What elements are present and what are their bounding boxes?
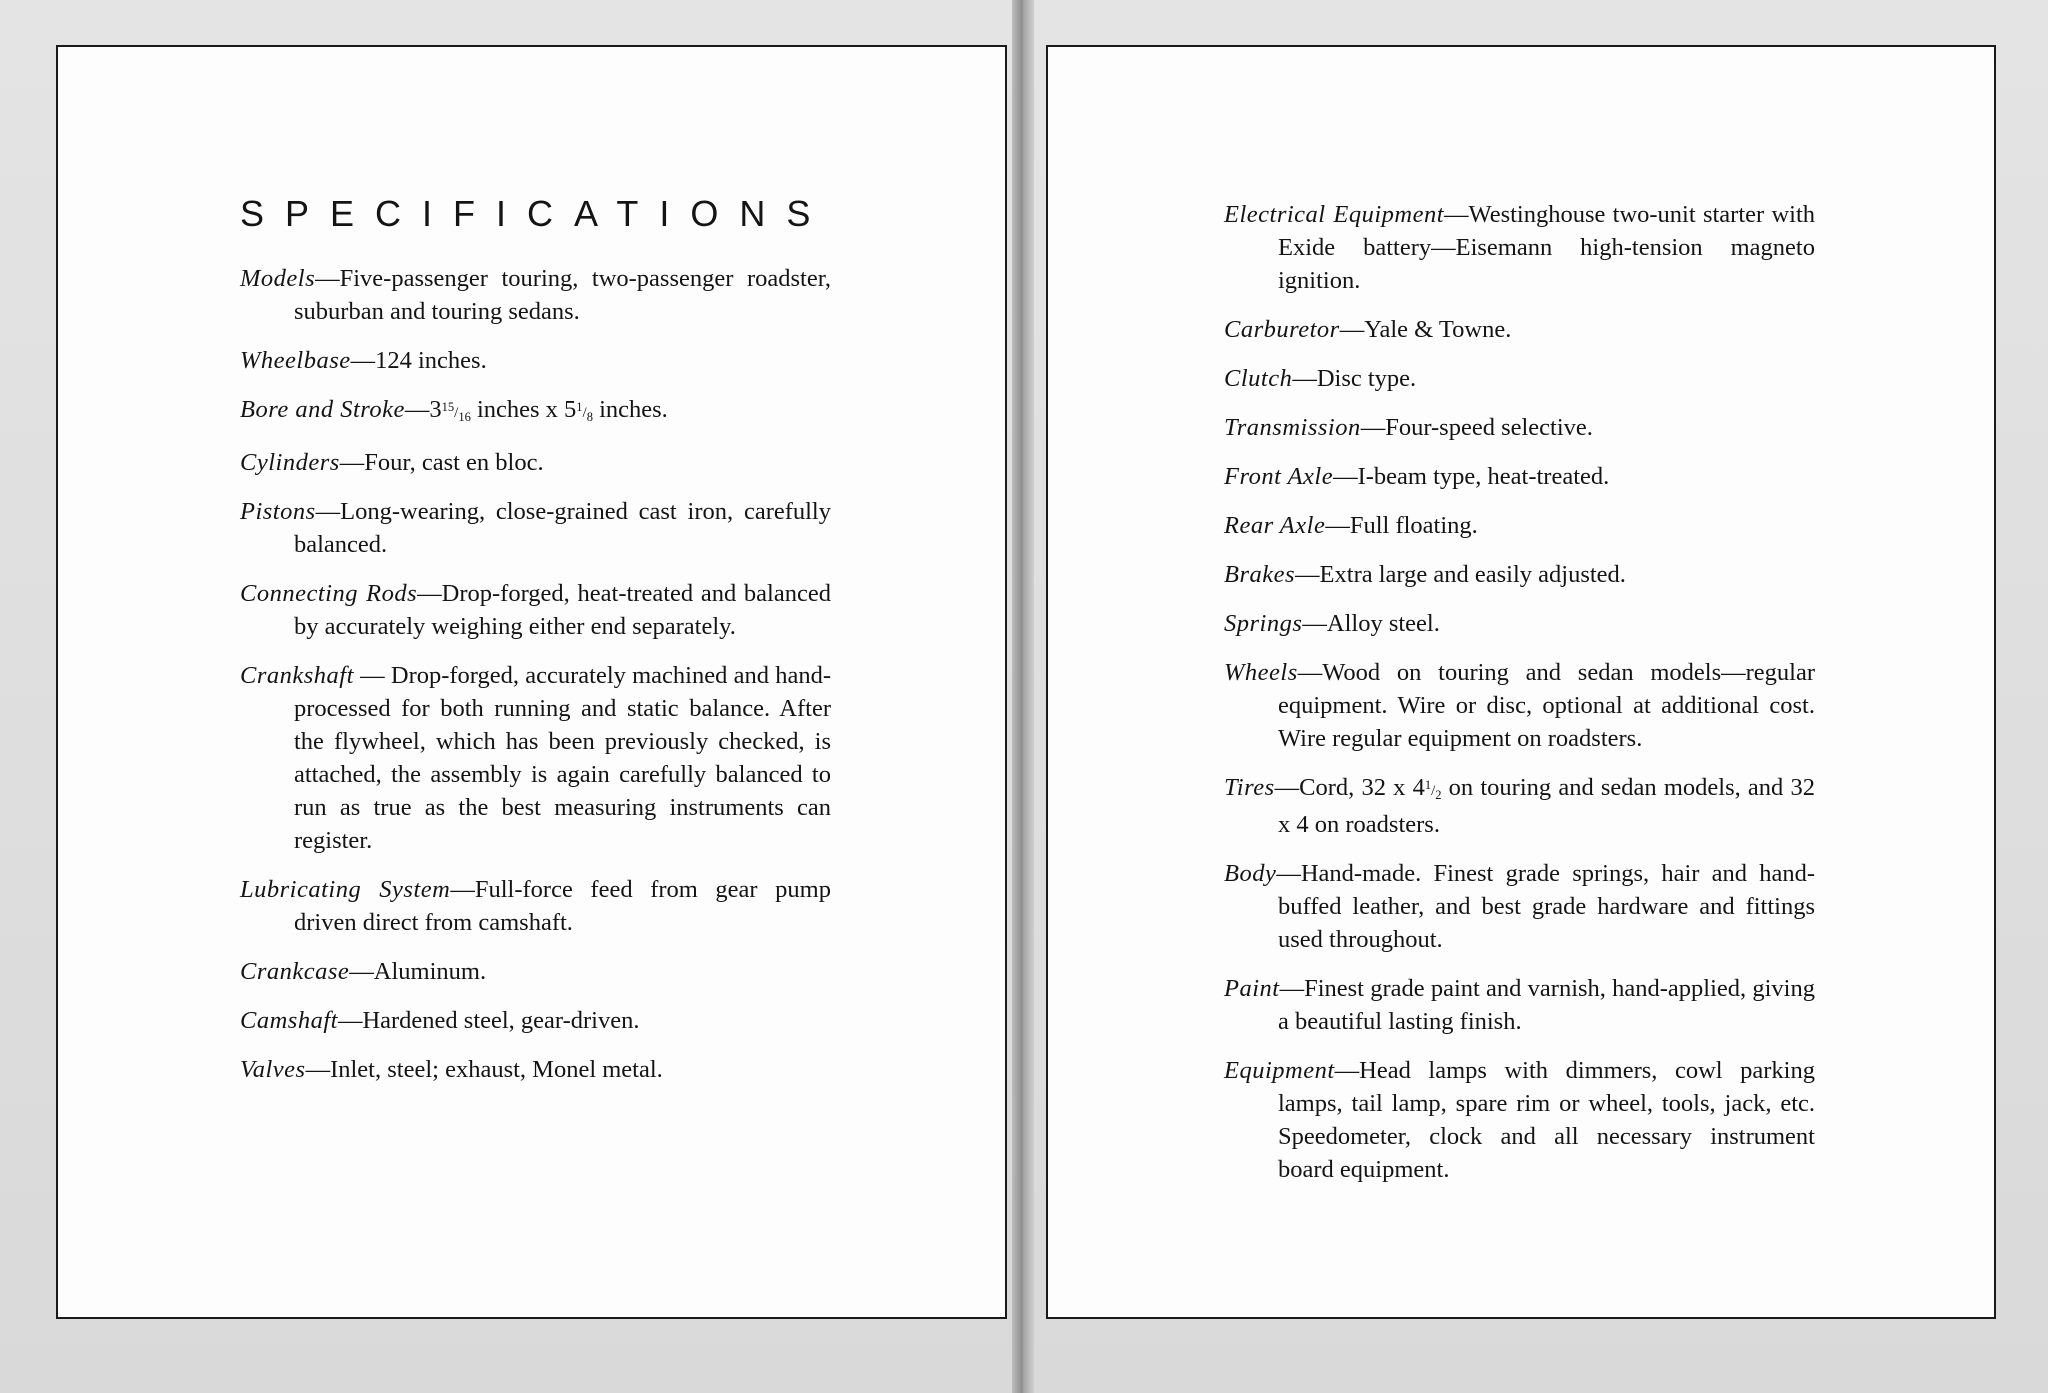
spec-connecting-rods: Connecting Rods—Drop-forged, heat-treated and balanced by accurately weighing either end separately. <box>240 580 831 640</box>
spec-text: Drop-forged, accurately machined and hand-processed for both running and static balance. After the flywheel, which has been previously checked, is attached, the assembly is again carefully balanced to run as true as the best measuring instruments can register. <box>294 662 831 854</box>
spec-text: 3 <box>429 396 442 423</box>
spec-term: Rear Axle <box>1224 512 1326 539</box>
spec-text: on touring and sedan models, and 32 x 4 on roadsters. <box>1278 774 1815 838</box>
spec-term: Clutch <box>1224 365 1293 392</box>
spec-camshaft: Camshaft—Hardened steel, gear-driven. <box>240 1007 640 1034</box>
spec-text: Disc type. <box>1316 365 1417 392</box>
spec-models: Models—Five-passenger touring, two-passenger roadster, suburban and touring sedans. <box>240 265 831 325</box>
spec-carburetor: Carburetor—Yale & Towne. <box>1224 316 1512 343</box>
spec-term: Springs <box>1224 610 1303 637</box>
spec-tires: Tires—Cord, 32 x $4^1/_2$ on touring and sedan models, and 32 x 4 on roadsters. <box>1224 774 1815 838</box>
spec-wheelbase: Wheelbase—124 inches. <box>240 347 487 374</box>
spec-transmission: Transmission—Four-speed selective. <box>1224 414 1593 441</box>
fraction-stroke: $^1/_8$ <box>576 400 593 424</box>
page-title: SPECIFICATIONS <box>240 193 832 234</box>
right-page <box>1046 45 1996 1319</box>
spec-text: Westinghouse two-unit starter with Exide battery—Eisemann high-tension magneto ignition. <box>1278 201 1816 294</box>
spec-term: Lubricating System <box>240 876 451 903</box>
spec-text: Wood on touring and sedan models—regular equipment. Wire or disc, optional at additional cost. Wire regular equipment on roadsters. <box>1278 659 1815 752</box>
spec-text: Head lamps with dimmers, cowl parking lamps, tail lamp, spare rim or wheel, tools, jack, etc. Speedometer, clock and all necessary instrument board equipment. <box>1278 1057 1815 1183</box>
spec-crankcase: Crankcase—Aluminum. <box>240 958 487 985</box>
spec-term: Paint <box>1224 975 1280 1002</box>
spec-term: Equipment <box>1224 1057 1335 1084</box>
spec-term: Crankshaft <box>240 662 354 689</box>
spec-text: Aluminum. <box>373 958 487 985</box>
spec-term: Front Axle <box>1224 463 1334 490</box>
spec-term: Bore and Stroke <box>240 396 405 423</box>
spec-springs: Springs—Alloy steel. <box>1224 610 1440 637</box>
spec-text: Five-passenger touring, two-passenger roadster, suburban and touring sedans. <box>294 265 831 325</box>
spec-body: Body—Hand-made. Finest grade springs, hair and hand-buffed leather, and best grade hardware and fittings used throughout. <box>1224 860 1815 953</box>
spec-text: Finest grade paint and varnish, hand-applied, giving a beautiful lasting finish. <box>1278 975 1815 1035</box>
spec-term: Transmission <box>1224 414 1361 441</box>
spec-text: inches. <box>592 396 668 423</box>
fraction-tire: $^1/_2$ <box>1424 778 1442 802</box>
spec-valves: Valves—Inlet, steel; exhaust, Monel metal. <box>240 1056 663 1083</box>
spec-term: Carburetor <box>1224 316 1340 343</box>
spec-term: Brakes <box>1224 561 1296 588</box>
spec-brakes: Brakes—Extra large and easily adjusted. <box>1224 561 1626 588</box>
spec-bore-stroke: Bore and $Stroke—3^{15}/_{16}$ inches x $5^1/_8$ inches. <box>240 396 668 424</box>
spec-term: Valves <box>240 1056 306 1083</box>
spec-text: Yale & Towne. <box>1364 316 1512 343</box>
spec-text: Hardened steel, gear-driven. <box>362 1007 640 1034</box>
spec-text: inches x 5 <box>470 396 577 423</box>
right-spec-column <box>1224 198 1815 1202</box>
spec-pistons: Pistons—Long-wearing, close-grained cast iron, carefully balanced. <box>240 498 831 558</box>
spec-lubricating-system: Lubricating System—Full-force feed from gear pump driven direct from camshaft. <box>240 876 831 936</box>
left-page <box>56 45 1007 1319</box>
left-spec-column <box>240 192 831 1102</box>
spec-clutch: Clutch—Disc type. <box>1224 365 1417 392</box>
spec-term: Wheelbase <box>240 347 351 374</box>
spec-term: Pistons <box>240 498 316 525</box>
spec-text: Hand-made. Finest grade springs, hair and hand-buffed leather, and best grade hardware and fittings used throughout. <box>1278 860 1815 953</box>
spec-paint: Paint—Finest grade paint and varnish, hand-applied, giving a beautiful lasting finish. <box>1224 975 1815 1035</box>
spec-term: Tires <box>1224 774 1275 801</box>
spec-term: Wheels <box>1224 659 1298 686</box>
spec-text: Long-wearing, close-grained cast iron, carefully balanced. <box>294 498 831 558</box>
spec-text: 124 inches. <box>375 347 487 374</box>
spec-electrical-equipment: Electrical Equipment—Westinghouse two-unit starter with Exide battery—Eisemann high-tension magneto ignition. <box>1224 201 1816 294</box>
spec-text: Extra large and easily adjusted. <box>1319 561 1626 588</box>
spec-rear-axle: Rear Axle—Full floating. <box>1224 512 1478 539</box>
spec-text: Alloy steel. <box>1326 610 1440 637</box>
spec-crankshaft: Crankshaft — Drop-forged, accurately machined and hand-processed for both running and static balance. After the flywheel, which has been previously checked, is attached, the assembly is again carefully balanced to run as true as the best measuring instruments can register. <box>240 662 831 854</box>
spec-equipment: Equipment—Head lamps with dimmers, cowl parking lamps, tail lamp, spare rim or wheel, tools, jack, etc. Speedometer, clock and all necessary instrument board equipment. <box>1224 1057 1815 1183</box>
spec-text: Cord, 32 x 4 <box>1299 774 1425 801</box>
spec-front-axle: Front Axle—I-beam type, heat-treated. <box>1224 463 1610 490</box>
spec-term: Camshaft <box>240 1007 338 1034</box>
spec-term: Models <box>240 265 316 292</box>
spec-text: Four-speed selective. <box>1385 414 1593 441</box>
spec-text: Four, cast en bloc. <box>364 449 544 476</box>
spec-term: Connecting Rods <box>240 580 418 607</box>
spec-term: Body <box>1224 860 1277 887</box>
spec-term: Cylinders <box>240 449 340 476</box>
spec-text: Full floating. <box>1349 512 1478 539</box>
spec-term: Electrical Equipment <box>1224 201 1445 228</box>
book-gutter <box>1012 0 1034 1393</box>
spec-cylinders: Cylinders—Four, cast en bloc. <box>240 449 544 476</box>
fraction-bore: $^{15}/_{16}$ <box>441 400 471 424</box>
spec-text: Full-force feed from gear pump driven direct from camshaft. <box>294 876 831 936</box>
spec-text: Drop-forged, heat-treated and balanced by accurately weighing either end separately. <box>294 580 831 640</box>
spec-text: Inlet, steel; exhaust, Monel metal. <box>330 1056 663 1083</box>
spec-wheels: Wheels—Wood on touring and sedan models—regular equipment. Wire or disc, optional at additional cost. Wire regular equipment on roadsters. <box>1224 659 1815 752</box>
spec-text: I-beam type, heat-treated. <box>1357 463 1610 490</box>
spec-term: Crankcase <box>240 958 350 985</box>
